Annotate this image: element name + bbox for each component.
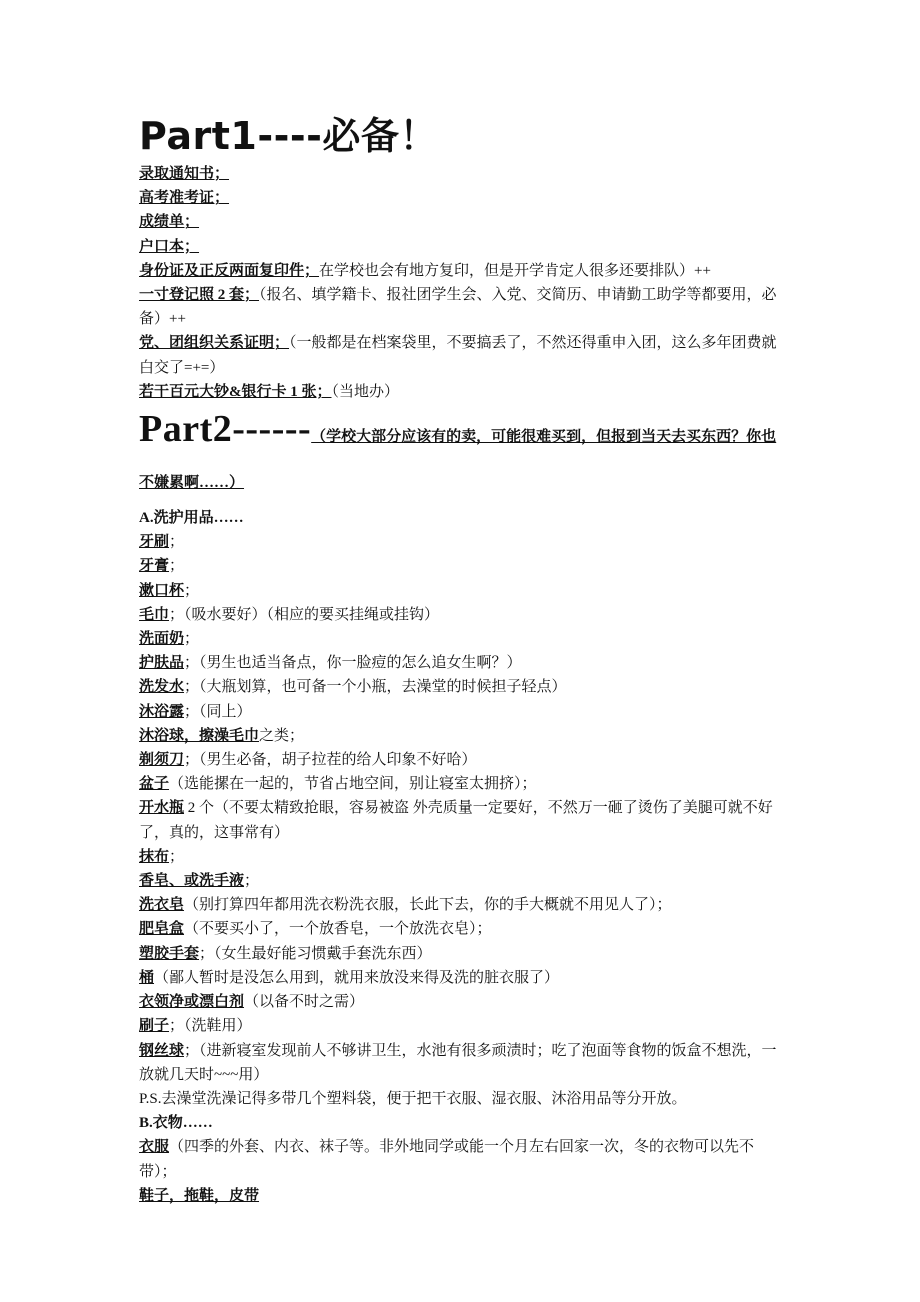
list-item [139, 796, 784, 844]
item-key: 洗发水 [139, 679, 185, 696]
item-note: （不要买小了，一个放香皂，一个放洗衣皂）； [184, 921, 492, 938]
item-key: 若干百元大钞&银行卡 1 张； [139, 383, 332, 400]
list-item [139, 1014, 784, 1038]
item-key: 刷子 [139, 1018, 170, 1035]
list-item [139, 380, 784, 404]
item-key: 漱口杯 [139, 582, 185, 599]
item-note: ；（同上） [184, 703, 252, 720]
item-key: 高考准考证； [139, 190, 230, 207]
list-item [139, 724, 784, 748]
list-item [139, 966, 784, 990]
list-item [139, 259, 784, 283]
item-key: 成绩单； [139, 214, 200, 231]
list-item [139, 869, 784, 893]
list-item [139, 210, 784, 234]
item-key: 牙刷 [139, 534, 170, 551]
list-item [139, 554, 784, 578]
list-item [139, 772, 784, 796]
item-note: ； [169, 558, 185, 575]
item-key: 肥皂盒 [139, 921, 185, 938]
list-item [139, 1184, 784, 1208]
list-item [139, 942, 784, 966]
list-item [139, 579, 784, 603]
item-key: 洗面奶 [139, 631, 185, 648]
list-item [139, 700, 784, 724]
item-key: 鞋子，拖鞋，皮带 [139, 1187, 260, 1204]
item-key: 钢丝球 [139, 1042, 185, 1059]
part2-subtitle: （学校大部分应该有的卖，可能很难买到，但报到当天去买东西？你也不嫌累啊……） [139, 429, 777, 492]
item-key: 毛巾 [139, 606, 170, 623]
item-key: 护肤品 [139, 655, 185, 672]
list-item [139, 748, 784, 772]
list-item [139, 917, 784, 941]
item-key: 桶 [139, 969, 155, 986]
list-item [139, 162, 784, 186]
item-note: 2 个（不要太精致抢眼，容易被盗 外壳质量一定要好，不然万一砸了烫伤了美腿可就不好了，真的，这事常有） [139, 800, 773, 841]
item-key: 牙膏 [139, 558, 170, 575]
item-note: ； [184, 631, 200, 648]
item-key: 剃须刀 [139, 752, 185, 769]
item-key: 开水瓶 [139, 800, 185, 817]
list-item [139, 627, 784, 651]
item-note: 之类； [259, 727, 305, 744]
list-item [139, 1135, 784, 1183]
item-key: 身份证及正反两面复印件； [139, 262, 320, 279]
item-note: （以备不时之需） [244, 994, 365, 1011]
item-key: 沐浴球，擦澡毛巾 [139, 727, 260, 744]
item-note: ；（大瓶划算，也可备一个小瓶，去澡堂的时候担子轻点） [184, 679, 567, 696]
list-item [139, 235, 784, 259]
item-key: 党、团组织关系证明； [139, 335, 290, 352]
item-note: ； [169, 534, 185, 551]
list-item [139, 651, 784, 675]
item-key: 抹布 [139, 848, 170, 865]
item-key: 录取通知书； [139, 166, 230, 182]
ps-note: P.S.去澡堂洗澡记得多带几个塑料袋，便于把干衣服、湿衣服、沐浴用品等分开放。 [139, 1090, 687, 1107]
list-item [139, 603, 784, 627]
item-key: 衣领净或漂白剂 [139, 994, 245, 1011]
item-note: ；（洗鞋用） [169, 1018, 252, 1035]
part2-heading [139, 406, 784, 506]
item-key: 洗衣皂 [139, 897, 185, 914]
document-page [139, 112, 784, 1208]
item-note: ； [169, 848, 185, 865]
list-item [139, 893, 784, 917]
item-note: 在学校也会有地方复印，但是开学肯定人很多还要排队）++ [319, 262, 711, 279]
item-key: 户口本； [139, 238, 200, 255]
list-item [139, 283, 784, 331]
item-key: 一寸登记照 2 套； [139, 287, 260, 304]
section-b-heading: B.衣物…… [139, 1115, 213, 1132]
item-note: ；（男生也适当备点，你一脸痘的怎么追女生啊？） [184, 655, 522, 672]
item-note: ； [244, 873, 260, 890]
part1-title: Part1----必备！ [139, 114, 438, 158]
item-note: ； [184, 582, 200, 599]
item-note: （一般都是在档案袋里，不要搞丢了，不然还得重申入团，这么多年团费就白交了=+=） [139, 335, 777, 376]
item-key: 盆子 [139, 776, 170, 793]
item-note: （当地办） [331, 383, 400, 400]
item-note: （鄙人暂时是没怎么用到，就用来放没来得及洗的脏衣服了） [154, 969, 560, 986]
list-item [139, 186, 784, 210]
item-note: ；（女生最好能习惯戴手套洗东西） [199, 945, 432, 962]
list-item [139, 675, 784, 699]
item-note: （报名、填学籍卡、报社团学生会、入党、交简历、申请勤工助学等都要用，必备）++ [139, 287, 777, 328]
item-key: 沐浴露 [139, 703, 185, 720]
item-note: ；（进新寝室发现前人不够讲卫生，水池有很多顽渍时；吃了泡面等食物的饭盒不想洗，一放就几天时~~~用） [139, 1042, 777, 1083]
list-item [139, 990, 784, 1014]
item-note: （别打算四年都用洗衣粉洗衣服，长此下去，你的手大概就不用见人了）； [184, 897, 672, 914]
item-note: ；（男生必备，胡子拉茬的给人印象不好哈） [184, 752, 477, 769]
item-note: ；（吸水要好）（相应的要买挂绳或挂钩） [169, 606, 440, 623]
item-key: 衣服 [139, 1139, 170, 1156]
list-item [139, 331, 784, 379]
list-item [139, 845, 784, 869]
item-note: （选能摞在一起的，节省占地空间，别让寝室太拥挤）； [169, 776, 537, 793]
list-item [139, 530, 784, 554]
item-key: 香皂、或洗手液 [139, 873, 245, 890]
list-item [139, 1039, 784, 1087]
item-key: 塑胶手套 [139, 945, 200, 962]
part2-title: Part2------ [139, 408, 312, 451]
section-a-heading: A.洗护用品…… [139, 510, 244, 527]
item-note: （四季的外套、内衣、袜子等。非外地同学或能一个月左右回家一次，冬的衣物可以先不带）； [139, 1139, 755, 1180]
